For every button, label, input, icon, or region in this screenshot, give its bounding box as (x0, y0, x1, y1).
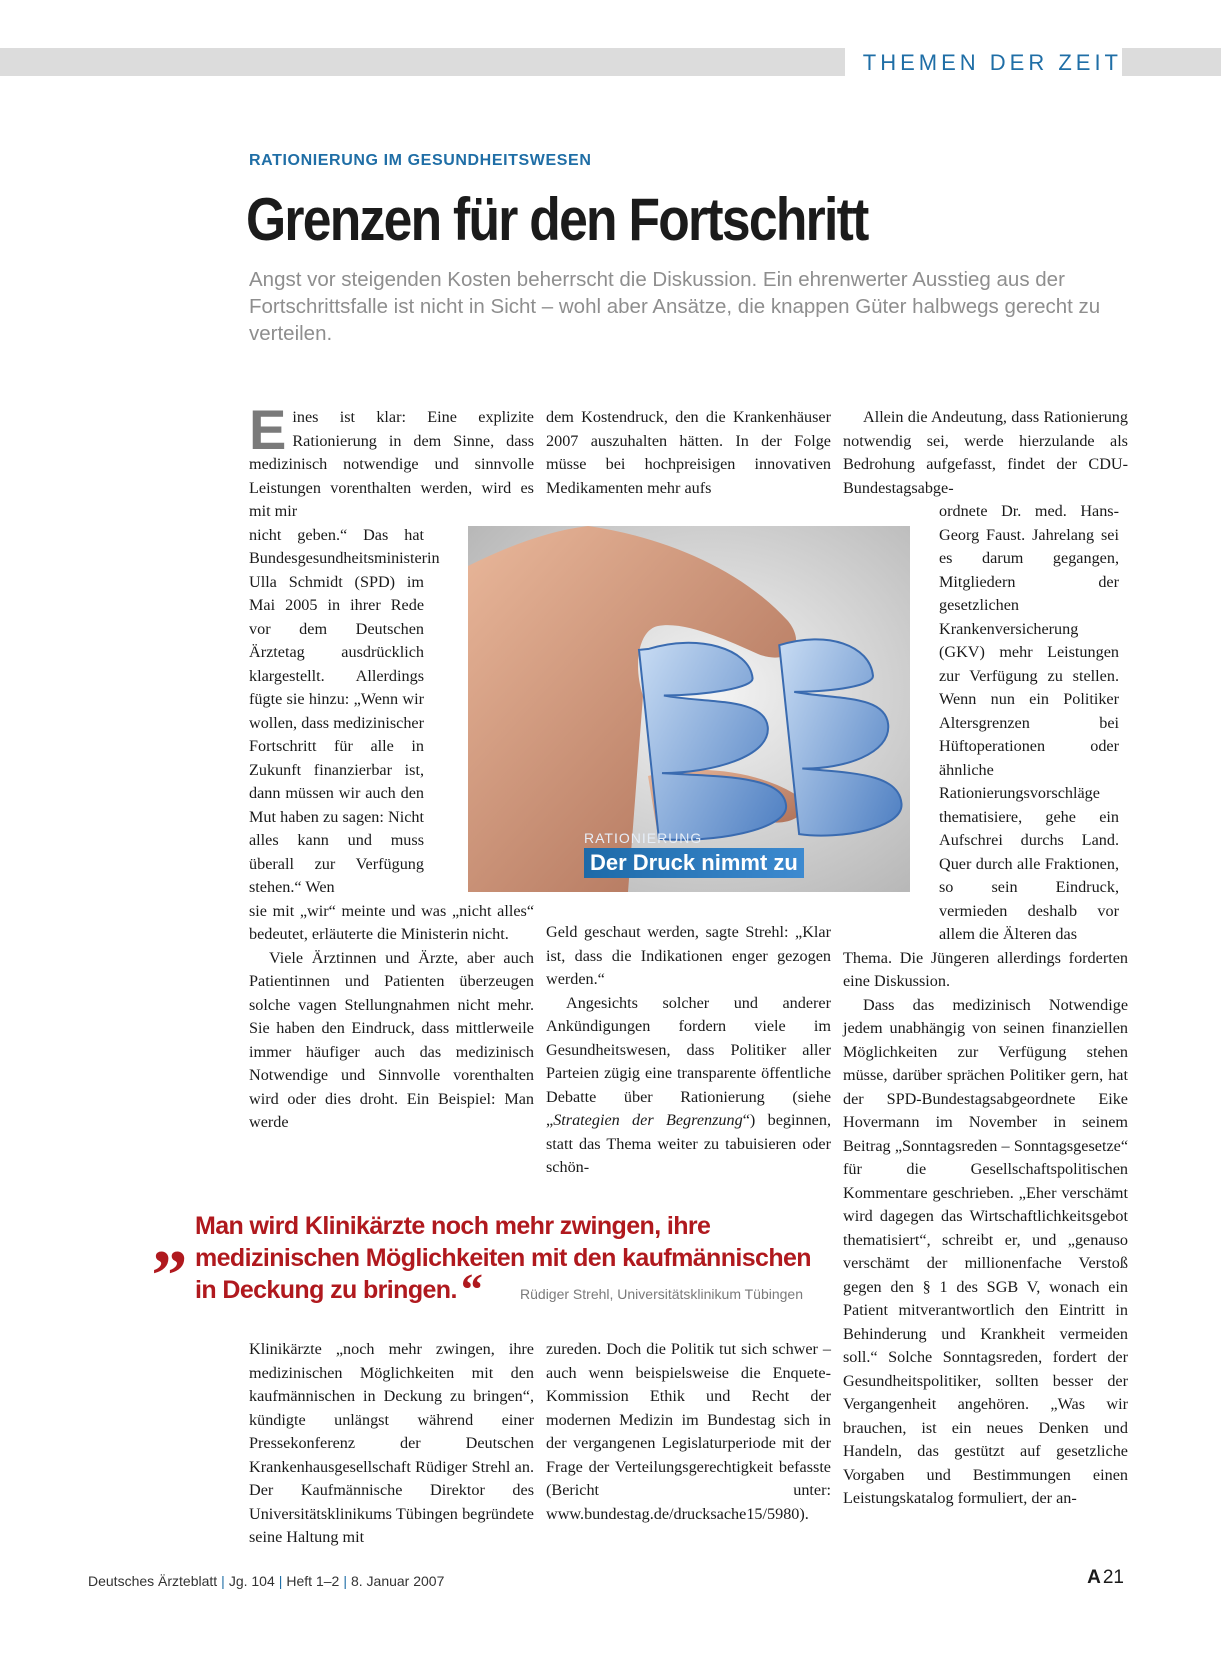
cross-reference: Strategien der Begrenzung (553, 1111, 743, 1129)
pull-quote-source: Rüdiger Strehl, Universitätsklinikum Tübingen (520, 1286, 803, 1302)
journal-name: Deutsches Ärzteblatt (88, 1573, 218, 1589)
illustration-photo (468, 526, 910, 892)
col2-paragraph-3: zureden. Doch die Politik tut sich schwer – auch wenn beispielsweise die Enquete-Kommission Ethik und Recht der modernen Medizin im Bundestag sich in der vergangenen Legislaturperiode mit der Frage der Verteilungsgerechtigkeit befasste (Bericht unter: www.bundestag.de/drucksache15/5980). (546, 1340, 831, 1523)
col2-paragraph-1-top: dem Kostendruck, den die Krankenhäuser 2007 auszuhalten hätten. In der Folge müsse bei hochpreisigen innovativen Medikamenten mehr aufs (546, 408, 831, 497)
volume: Jg. 104 (228, 1573, 275, 1589)
pull-quote (152, 1198, 812, 1314)
col3-wrap: ordnete Dr. med. Hans-Georg Faust. Jahrelang sei es darum gegangen, Mitgliedern der gesetzlichen Krankenversicherung (GKV) mehr Leistungen zur Verfügung zu stellen. Wenn nun ein Politiker Altersgrenzen bei Hüftoperationen oder ähnliche Rationierungsvorschläge thematisiere, gehe ein Aufschrei durchs Land. Quer durch alle Fraktionen, so sein Eindruck, vermieden deshalb vor allem die Älteren das (939, 502, 1119, 943)
col3-paragraph-1-end: Thema. Die Jüngeren allerdings forderten eine Diskussion. (843, 948, 1128, 990)
date: 8. Januar 2007 (350, 1573, 445, 1589)
col3-paragraph-1-top: Allein die Andeutung, dass Rationierung notwendig sei, werde hierzulande als Bedrohung aufgefasst, findet der CDU-Bundestagsabge- (843, 408, 1128, 497)
quote-close-mark: “ (460, 1265, 483, 1314)
column-2-top (546, 406, 831, 500)
pull-quote-text: Man wird Klinikärzte noch mehr zwingen, ihre medizinischen Möglichkeiten mit den kaufmännischen in Deckung zu bringen. (195, 1212, 811, 1304)
column-1-bottom (249, 1338, 534, 1550)
issue: Heft 1–2 (286, 1573, 340, 1589)
col1-intro: ines ist klar: Eine explizite Rationierung in dem Sinne, dass medizinisch notwendige und sinnvolle Leistungen vorenthalten werden, wird es mit mir (249, 408, 534, 520)
article-lead: Angst vor steigenden Kosten beherrscht die Diskussion. Ein ehrenwerter Ausstieg aus der Fortschrittsfalle ist nicht in Sicht – wohl aber Ansätze, die knappen Güter halbwegs gerecht zu verteilen. (249, 268, 1101, 345)
section-label: THEMEN DER ZEIT (845, 48, 1122, 76)
col1-paragraph-3: Klinikärzte „noch mehr zwingen, ihre medizinischen Möglichkeiten mit den kaufmännischen in Deckung zu bringen“, kündigte unlängst während einer Pressekonferenz der Deutschen Krankenhausgesellschaft Rüdiger Strehl an. Der Kaufmännische Direktor des Universitätsklinikums Tübingen begründete seine Haltung mit (249, 1340, 534, 1546)
quote-open-mark: „ (152, 1198, 188, 1278)
col1-wrap: nicht geben.“ Das hat Bundesgesundheitsministerin Ulla Schmidt (SPD) im Mai 2005 in ihrer Rede vor dem Deutschen Ärztetag ausdrücklich klargestellt. Allerdings fügte sie hinzu: „Wenn wir wollen, dass medizinischer Fortschritt für alle in Zukunft finanzierbar ist, dann müssen wir auch den Mut haben zu sagen: Nicht alles kann und muss überall zur Verfügung stehen.“ Wen (249, 525, 440, 896)
col2-paragraph-1-bottom: Geld geschaut werden, sagte Strehl: „Klar ist, dass die Indikationen enger gezogen werden.“ (546, 923, 831, 988)
col1-paragraph-2: Viele Ärztinnen und Ärzte, aber auch Patientinnen und Patienten überzeugen solche vagen Stellungnahmen nicht mehr. Sie haben den Eindruck, dass mittlerweile immer häufiger auch das medizinisch Notwendige und Sinnvolle vorenthalten wird oder dies droht. Ein Beispiel: Man werde (249, 948, 534, 1131)
page-number: A 21 (1087, 1567, 1124, 1588)
drop-cap: E (249, 398, 287, 461)
photo-label: RATIONIERUNG (584, 830, 703, 846)
col3-paragraph-2: Dass das medizinisch Notwendige jedem unabhängig von seinen finanziellen Möglichkeiten zur Verfügung stehen müsse, darüber sprächen Politiker gern, hat der SPD-Bundestagsabgeordnete Eike Hovermann im November in seinem Beitrag „Sonntagsreden – Sonntagsgesetze“ für die Gesellschaftspolitischen Kommentare geschrieben. „Eher verschämt wird dagegen das Wirtschaftlichkeitsgebot thematisiert“, schreibt er, und „genauso verschämt der millionenfache Verstoß gegen den § 1 des SGB V, wonach ein Patient mitverantwortlich den Eintritt in Behinderung und Krankheit vermeiden soll.“ Solche Sonntagsreden, fordert der Gesundheitspolitiker, sollten besser der Vergangenheit angehören. „Was wir brauchen, ist ein neues Denken und Handeln, das gestützt auf gesetzliche Vorgaben und Bestimmungen einen Leistungskatalog formuliert, der an- (843, 995, 1128, 1507)
col2-paragraph-2: Angesichts solcher und anderer Ankündigungen fordern viele im Gesundheitswesen, dass Politiker aller Parteien zügig eine transparente öffentliche Debatte über Rationierung (siehe „Strategien der Begrenzung“) beginnen, statt das Thema weiter zu tabuisieren oder schön- (546, 993, 831, 1176)
column-2-middle (546, 921, 831, 1180)
column-2-bottom (546, 1338, 831, 1526)
footer-citation: Deutsches Ärzteblatt | Jg. 104 | Heft 1–2 | 8. Januar 2007 (88, 1573, 445, 1589)
col1-continue: sie mit „wir“ meinte und was „nicht alles“ bedeutet, erläuterte die Ministerin nicht. (249, 901, 534, 943)
article-title: Grenzen für den Fortschritt (246, 186, 868, 253)
photo-slogan: Der Druck nimmt zu (584, 848, 804, 878)
article-kicker: RATIONIERUNG IM GESUNDHEITSWESEN (249, 152, 592, 169)
